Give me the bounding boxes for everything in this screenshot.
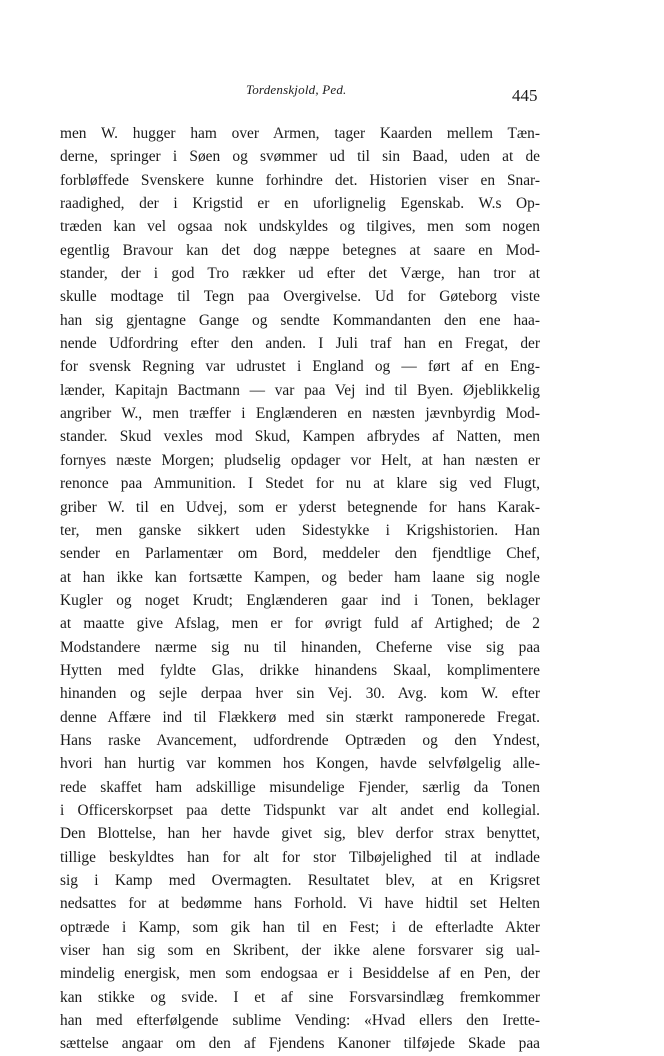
text-line: sender en Parlamentær om Bord, meddeler den fjendtlige Chef, (60, 545, 540, 563)
text-line: hinanden og sejle derpaa hver sin Vej. 30. Avg. kom W. efter (60, 685, 540, 703)
text-line: Hytten med fyldte Glas, drikke hinandens Skaal, komplimentere (60, 661, 540, 679)
text-line: lænder, Kapitajn Bactmann — var paa Vej ind til Byen. Øjeblikkelig (60, 381, 540, 399)
page-number: 445 (512, 86, 538, 105)
text-line: Kugler og noget Krudt; Englænderen gaar ind i Tonen, beklager (60, 591, 540, 609)
text-line: viser han sig som en Skribent, der ikke alene forsvarer sig ual- (60, 942, 540, 960)
text-line: griber W. til en Udvej, som er yderst betegnende for hans Karak- (60, 498, 540, 516)
text-line: egentlig Bravour kan det dog næppe betegnes at saare en Mod- (60, 241, 540, 259)
text-line: hvori han hurtig var kommen hos Kongen, havde selvfølgelig alle- (60, 755, 540, 773)
text-line: fornyes næste Morgen; pludselig opdager vor Helt, at han næsten er (60, 451, 540, 469)
text-line: raadighed, der i Krigstid er en uforlignelig Egenskab. W.s Op- (60, 195, 540, 213)
text-line: kan stikke og svide. I et af sine Forsvarsindlæg fremkommer (60, 988, 540, 1006)
text-line: nende Udfordring efter den anden. I Juli traf han en Fregat, der (60, 335, 540, 353)
text-line: Modstandere nærme sig nu til hinanden, Cheferne vise sig paa (60, 638, 540, 656)
text-line: han sig gjentagne Gange og sendte Kommandanten den ene haa- (60, 311, 540, 329)
text-line: renonce paa Ammunition. I Stedet for nu at klare sig ved Flugt, (60, 475, 540, 493)
text-line: at han ikke kan fortsætte Kampen, og beder ham laane sig nogle (60, 568, 540, 586)
text-line: stander. Skud vexles mod Skud, Kampen afbrydes af Natten, men (60, 428, 540, 446)
body-text (60, 122, 540, 1056)
text-line: tillige beskyldtes han for alt for stor Tilbøjelighed til at indlade (60, 848, 540, 866)
text-line: for svensk Regning var udrustet i England og — ført af en Eng- (60, 358, 540, 376)
text-line: optræde i Kamp, som gik han til en Fest; i de efterladte Akter (60, 918, 540, 936)
text-line: forbløffede Svenskere kunne forhindre det. Historien viser en Snar- (60, 171, 540, 189)
text-line: stander, der i god Tro rækker ud efter det Værge, han tror at (60, 265, 540, 283)
text-line: Den Blottelse, han her havde givet sig, blev derfor strax benyttet, (60, 825, 540, 843)
text-line: i Officerskorpset paa dette Tidspunkt var alt andet end kollegial. (60, 801, 540, 819)
text-line: angriber W., men træffer i Englænderen en næsten jævnbyrdig Mod- (60, 405, 540, 423)
text-line: denne Affære ind til Flækkerø med sin stærkt ramponerede Fregat. (60, 708, 540, 726)
text-line: men W. hugger ham over Armen, tager Kaarden mellem Tæn- (60, 125, 540, 142)
text-line: skulle modtage til Tegn paa Overgivelse. Ud for Gøteborg viste (60, 288, 540, 306)
text-line: Hans raske Avancement, udfordrende Optræden og den Yndest, (60, 731, 540, 749)
text-line: at maatte give Afslag, men er for øvrigt fuld af Artighed; de 2 (60, 615, 540, 633)
text-line: ter, men ganske sikkert uden Sidestykke i Krigshistorien. Han (60, 521, 540, 539)
text-line: sættelse angaar om den af Fjendens Kanoner tilføjede Skade paa (60, 1035, 540, 1053)
running-title: Tordenskjold, Ped. (246, 82, 347, 97)
text-line: sig i Kamp med Overmagten. Resultatet blev, at en Krigsret (60, 872, 540, 889)
text-line: han med efterfølgende sublime Vending: «Hvad ellers den Irette- (60, 1012, 540, 1030)
text-line: derne, springer i Søen og svømmer ud til sin Baad, uden at de (60, 148, 540, 166)
text-line: nedsattes for at bedømme hans Forhold. Vi have hidtil set Helten (60, 895, 540, 913)
text-line: mindelig energisk, men som endogsaa er i Besiddelse af en Pen, der (60, 965, 540, 983)
text-line: træden kan vel ogsaa nok undskyldes og tilgives, men som nogen (60, 218, 540, 236)
text-line: rede skaffet ham adskillige misundelige Fjender, særlig da Tonen (60, 778, 540, 796)
